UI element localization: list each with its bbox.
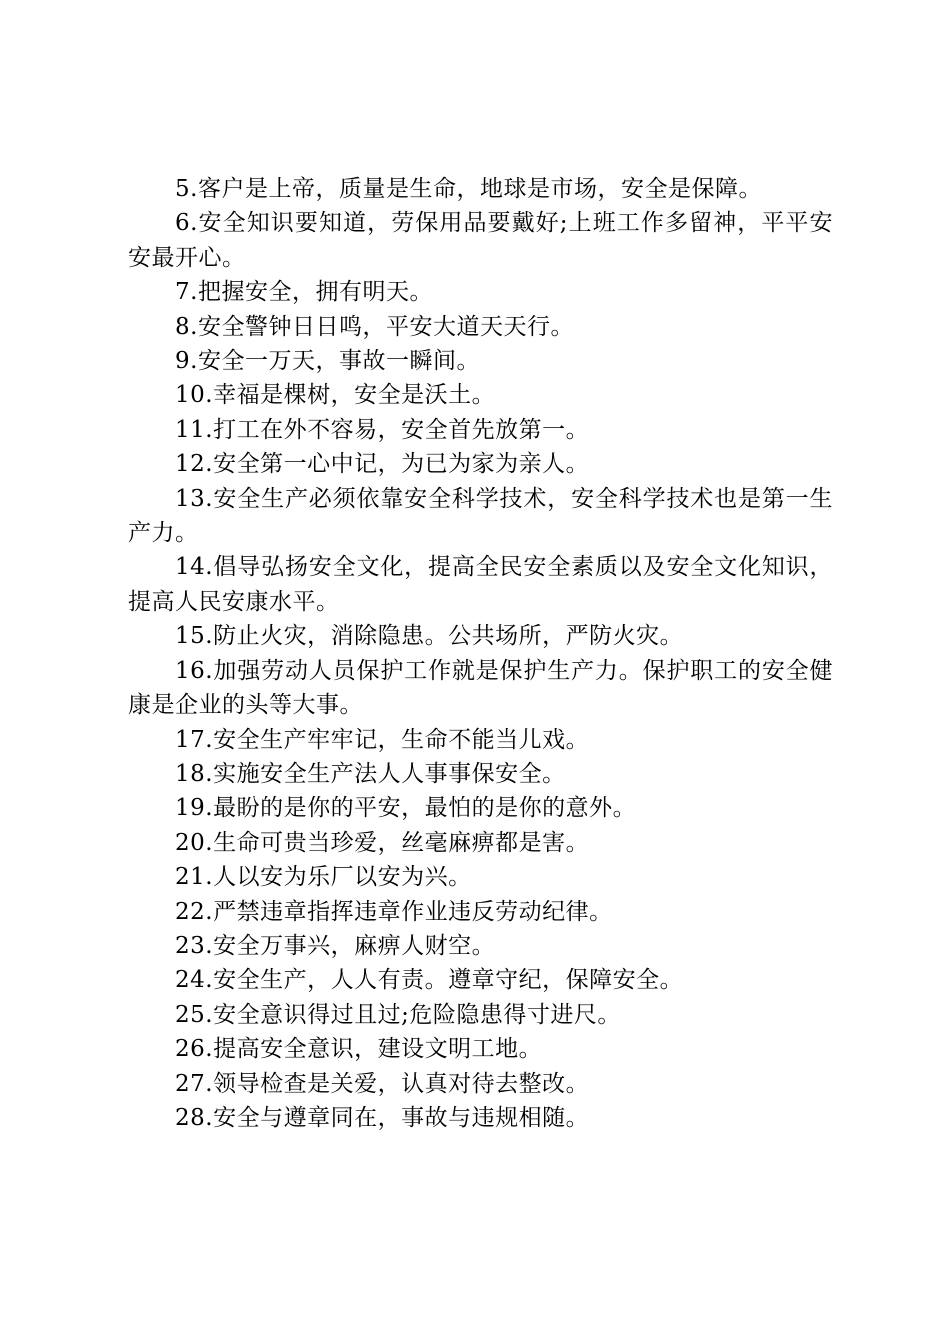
slogan-item: 26.提高安全意识，建设文明工地。 bbox=[175, 1036, 543, 1063]
slogan-item: 13.安全生产必须依靠安全科学技术，安全科学技术也是第一生产力。 bbox=[128, 485, 833, 547]
slogan-item: 10.幸福是棵树，安全是沃土。 bbox=[175, 382, 496, 409]
slogan-item: 11.打工在外不容易，安全首先放第一。 bbox=[175, 416, 590, 443]
slogan-item: 22.严禁违章指挥违章作业违反劳动纪律。 bbox=[175, 898, 613, 925]
slogan-item: 7.把握安全，拥有明天。 bbox=[175, 279, 433, 306]
slogan-item: 14.倡导弘扬安全文化，提高全民安全素质以及安全文化知识，提高人民安康水平。 bbox=[128, 554, 833, 615]
slogan-item: 20.生命可贵当珍爱，丝毫麻痹都是害。 bbox=[175, 829, 590, 856]
slogan-item: 28.安全与遵章同在，事故与违规相随。 bbox=[175, 1104, 590, 1131]
slogan-item: 6.安全知识要知道，劳保用品要戴好;上班工作多留神，平平安安最开心。 bbox=[128, 210, 833, 271]
slogan-item: 5.客户是上帝，质量是生命，地球是市场，安全是保障。 bbox=[175, 176, 762, 202]
slogan-item: 19.最盼的是你的平安，最怕的是你的意外。 bbox=[175, 795, 637, 822]
slogan-item: 23.安全万事兴，麻痹人财空。 bbox=[175, 932, 496, 959]
slogan-item: 24.安全生产，人人有责。遵章守纪，保障安全。 bbox=[175, 967, 684, 994]
slogan-item: 12.安全第一心中记，为已为家为亲人。 bbox=[175, 451, 590, 478]
slogan-item: 9.安全一万天，事故一瞬间。 bbox=[175, 348, 480, 375]
slogan-item: 25.安全意识得过且过;危险隐患得寸进尺。 bbox=[175, 1001, 621, 1028]
slogan-item: 27.领导检查是关爱，认真对待去整改。 bbox=[175, 1070, 590, 1097]
slogan-item: 15.防止火灾，消除隐患。公共场所，严防火灾。 bbox=[175, 623, 684, 650]
slogan-item: 21.人以安为乐厂以安为兴。 bbox=[175, 864, 472, 891]
slogan-item: 17.安全生产牢牢记，生命不能当儿戏。 bbox=[175, 726, 590, 753]
slogan-list bbox=[128, 172, 833, 1135]
slogan-item: 8.安全警钟日日鸣，平安大道天天行。 bbox=[175, 313, 574, 340]
slogan-item: 18.实施安全生产法人人事事保安全。 bbox=[175, 760, 566, 787]
slogan-item: 16.加强劳动人员保护工作就是保护生产力。保护职工的安全健康是企业的头等大事。 bbox=[128, 657, 833, 719]
